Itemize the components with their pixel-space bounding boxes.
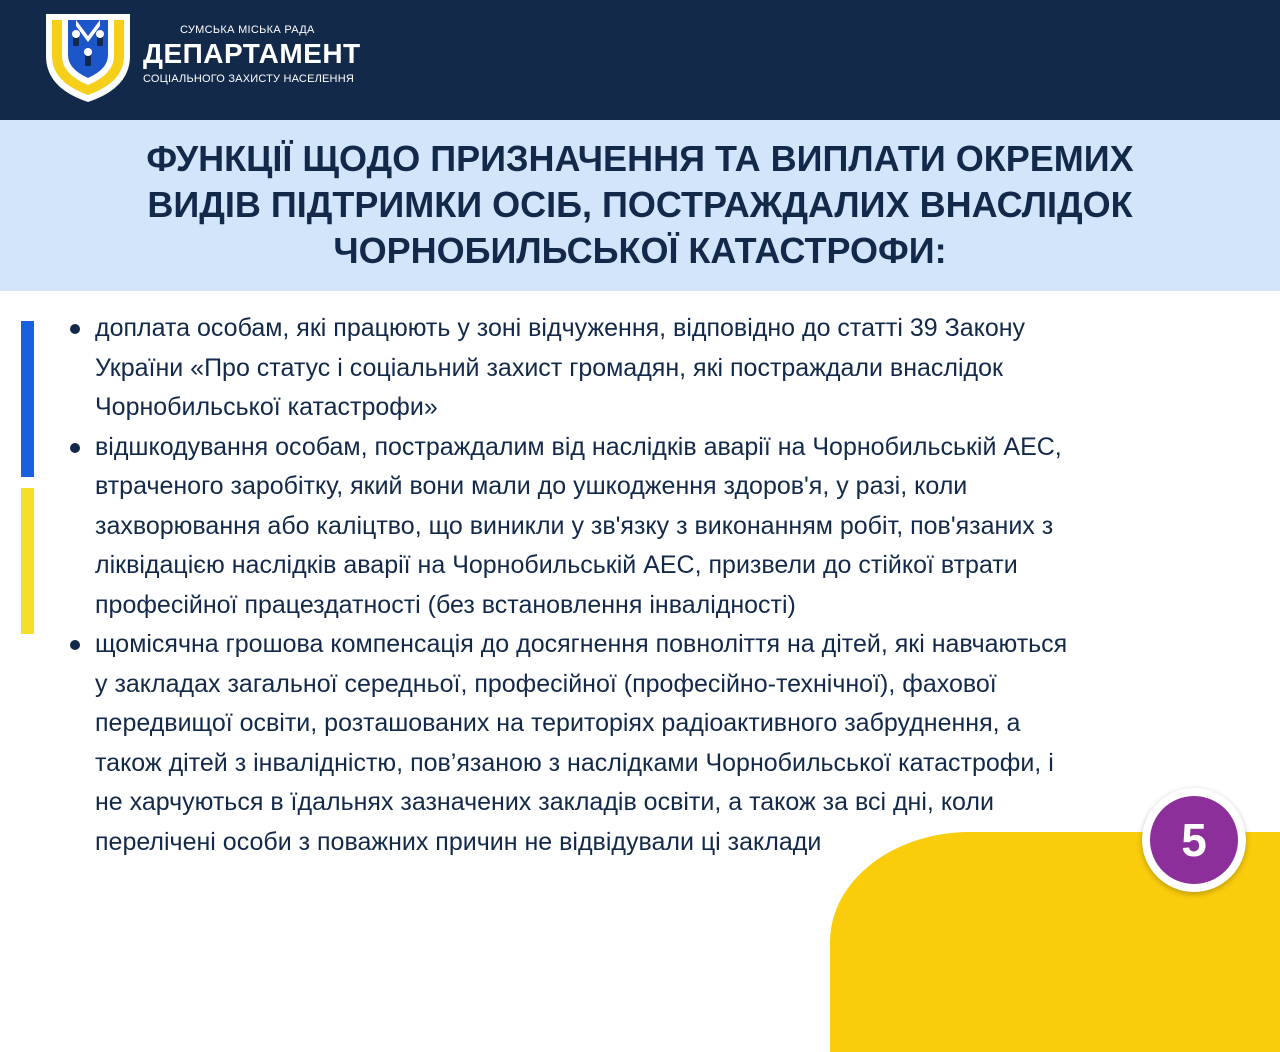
page-number: 5: [1150, 796, 1238, 884]
bullet-list: [70, 309, 1240, 862]
title-line: ВИДІВ ПІДТРИМКИ ОСІБ, ПОСТРАЖДАЛИХ ВНАСЛІДОК: [147, 184, 1133, 225]
list-item-line: щомісячна грошова компенсація до досягнення повноліття на дітей, які навчаються: [95, 630, 1068, 658]
list-item-line: у закладах загальної середньої, професійної (професійно-технічної), фахової: [95, 669, 997, 698]
title-line: ФУНКЦІЇ ЩОДО ПРИЗНАЧЕННЯ ТА ВИПЛАТИ ОКРЕМИХ: [146, 138, 1134, 179]
list-item: [70, 428, 1240, 626]
list-item-line: також дітей з інвалідністю, пов’язаною з наслідками Чорнобильської катастрофи, і: [95, 748, 1054, 777]
list-item-line: професійної працездатності (без встановлення інвалідності): [95, 590, 796, 619]
list-item-line: втраченого заробітку, який вони мали до ушкодження здоров'я, у разі, коли: [95, 472, 968, 500]
page-number-badge: [1142, 788, 1246, 892]
header: [0, 0, 1280, 120]
department-shield-logo-icon: [44, 12, 132, 104]
list-item-line: ліквідацією наслідків аварії на Чорнобильській АЕС, призвели до стійкої втрати: [95, 551, 1018, 579]
title-line: ЧОРНОБИЛЬСЬКОЇ КАТАСТРОФИ:: [333, 230, 947, 271]
list-item-line: України «Про статус і соціальний захист громадян, які постраждали внаслідок: [95, 353, 1003, 382]
list-item-line: доплата особам, які працюють у зоні відчуження, відповідно до статті 39 Закону: [95, 314, 1026, 342]
list-item-line: не харчуються в їдальнях зазначених закладів освіти, а також за всі дні, коли: [95, 788, 994, 816]
list-item-line: захворювання або каліцтво, що виникли у зв'язку з виконанням робіт, пов'язаних з: [95, 511, 1054, 540]
org-department-title: ДЕПАРТАМЕНТ: [143, 38, 361, 69]
org-city-council: СУМСЬКА МІСЬКА РАДА: [180, 24, 315, 36]
list-item-line: передвищої освіти, розташованих на територіях радіоактивного забруднення, а: [95, 709, 1021, 737]
list-item-line: відшкодування особам, постраждалим від наслідків аварії на Чорнобильській АЕС,: [95, 432, 1062, 461]
list-item-line: Чорнобильської катастрофи»: [95, 393, 438, 421]
page-title: [0, 136, 1280, 274]
list-item: [70, 309, 1240, 428]
list-item-line: перелічені особи з поважних причин не відвідували ці заклади: [95, 827, 822, 856]
list-item: [70, 625, 1240, 862]
org-department-subtitle: СОЦІАЛЬНОГО ЗАХИСТУ НАСЕЛЕННЯ: [143, 73, 354, 85]
yellow-accent-bar: [21, 488, 34, 634]
blue-accent-bar: [21, 321, 34, 477]
